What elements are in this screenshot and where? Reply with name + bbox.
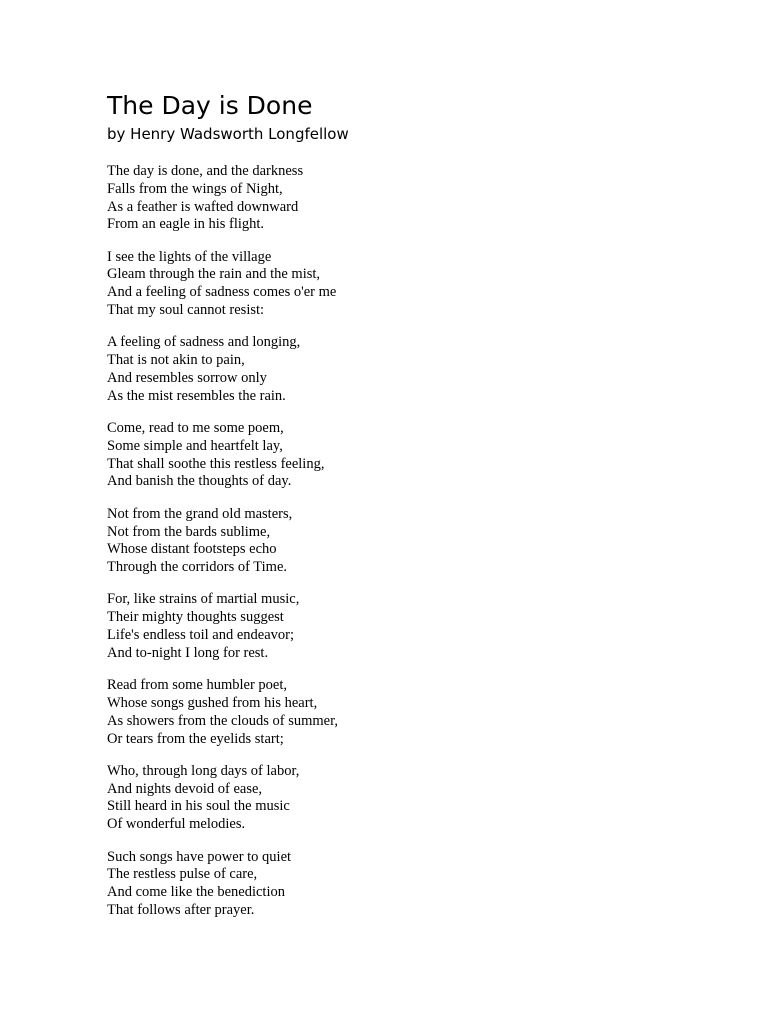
poem-line: Gleam through the rain and the mist, <box>107 266 321 283</box>
poem-stanza <box>107 163 707 234</box>
poem-line: Not from the bards sublime, <box>107 523 271 540</box>
poem-stanza <box>107 506 707 577</box>
poem-line: Such songs have power to quiet <box>107 848 292 865</box>
poem-line: That my soul cannot resist: <box>107 302 265 319</box>
poem-stanza <box>107 591 707 662</box>
poem-line: A feeling of sadness and longing, <box>107 334 301 351</box>
poem-line: Some simple and heartfelt lay, <box>107 437 283 454</box>
poem-line: Come, read to me some poem, <box>107 420 284 437</box>
poem-line: Read from some humbler poet, <box>107 677 287 694</box>
poem-line: Through the corridors of Time. <box>107 559 288 576</box>
author-byline: by Henry Wadsworth Longfellow <box>107 125 349 143</box>
poem-stanza <box>107 420 707 491</box>
poem-line: Life's endless toil and endeavor; <box>107 627 295 644</box>
poem-line: That shall soothe this restless feeling, <box>107 455 325 472</box>
poem-stanza <box>107 677 707 748</box>
poem-line: Their mighty thoughts suggest <box>107 609 284 626</box>
poem-line: And banish the thoughts of day. <box>107 473 292 490</box>
poem-line: And resembles sorrow only <box>107 369 267 386</box>
poem-stanza <box>107 849 707 920</box>
poem-stanza <box>107 334 707 405</box>
poem-line: That follows after prayer. <box>107 901 255 918</box>
document-page <box>107 90 707 934</box>
poem-line: Of wonderful melodies. <box>107 816 246 833</box>
poem-line: And come like the benediction <box>107 884 285 901</box>
poem-line: As a feather is wafted downward <box>107 198 299 215</box>
poem-line: The restless pulse of care, <box>107 866 258 883</box>
poem-line: For, like strains of martial music, <box>107 591 300 608</box>
poem-line: And nights devoid of ease, <box>107 780 263 797</box>
poem-line: I see the lights of the village <box>107 248 272 265</box>
poem-stanza <box>107 763 707 834</box>
poem-line: Whose songs gushed from his heart, <box>107 694 318 711</box>
poem-body <box>107 163 707 920</box>
poem-stanza <box>107 249 707 320</box>
poem-line: And a feeling of sadness comes o'er me <box>107 284 337 301</box>
poem-line: The day is done, and the darkness <box>107 163 304 179</box>
poem-line: As the mist resembles the rain. <box>107 387 286 404</box>
poem-line: Not from the grand old masters, <box>107 505 293 522</box>
poem-line: As showers from the clouds of summer, <box>107 712 338 729</box>
poem-line: And to-night I long for rest. <box>107 644 269 661</box>
poem-line: From an eagle in his flight. <box>107 216 265 233</box>
poem-line: Still heard in his soul the music <box>107 798 290 815</box>
poem-line: Who, through long days of labor, <box>107 762 300 779</box>
page-title: The Day is Done <box>107 91 313 120</box>
poem-line: That is not akin to pain, <box>107 352 245 369</box>
poem-line: Whose distant footsteps echo <box>107 541 277 558</box>
poem-line: Falls from the wings of Night, <box>107 180 283 197</box>
poem-line: Or tears from the eyelids start; <box>107 730 284 747</box>
